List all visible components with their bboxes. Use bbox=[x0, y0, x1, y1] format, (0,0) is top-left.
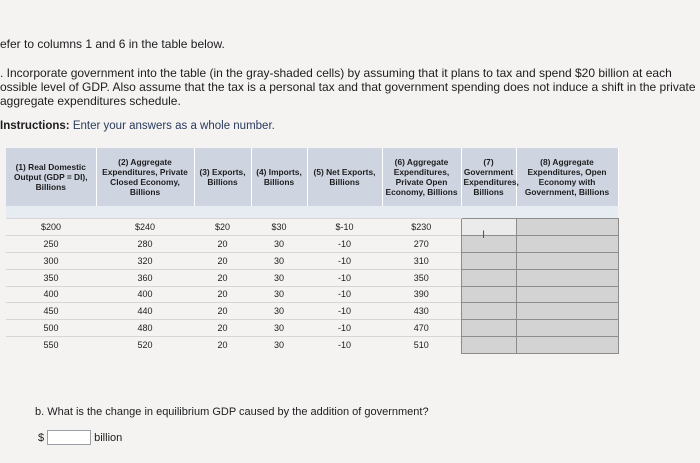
cell-exports: 20 bbox=[194, 337, 251, 354]
cell-exports: 20 bbox=[194, 286, 251, 303]
cell-exports: 20 bbox=[194, 236, 251, 253]
cell-ae-private-open: 310 bbox=[382, 252, 461, 269]
cell-real-output: 250 bbox=[6, 236, 96, 253]
cell-government-expenditures bbox=[461, 252, 516, 269]
col-header-ae-with-government: (8) Aggregate Expenditures, Open Economy with Government, Billions bbox=[516, 148, 618, 206]
col-header-real-output: (1) Real Domestic Output (GDP = DI), Billions bbox=[6, 148, 96, 206]
government-expenditures-input[interactable] bbox=[462, 337, 516, 353]
ae-with-government-input[interactable] bbox=[517, 337, 618, 353]
cell-real-output: 550 bbox=[6, 337, 96, 354]
cell-ae-private-closed: 520 bbox=[96, 337, 194, 354]
cell-ae-with-government bbox=[516, 286, 618, 303]
table-spacer-row bbox=[6, 206, 618, 219]
cell-ae-private-open: 390 bbox=[382, 286, 461, 303]
cell-ae-private-open: 350 bbox=[382, 269, 461, 286]
part-b-answer bbox=[38, 430, 122, 445]
cell-ae-private-closed: 400 bbox=[96, 286, 194, 303]
cell-exports: $20 bbox=[194, 219, 251, 236]
cell-ae-private-open: 270 bbox=[382, 236, 461, 253]
cell-government-expenditures bbox=[461, 269, 516, 286]
table-row bbox=[6, 219, 618, 236]
cell-imports: 30 bbox=[251, 252, 307, 269]
table-row bbox=[6, 286, 618, 303]
ae-with-government-input[interactable] bbox=[517, 253, 618, 269]
table-row bbox=[6, 236, 618, 253]
instructions-label: Instructions: bbox=[0, 120, 70, 132]
cell-ae-private-closed: $240 bbox=[96, 219, 194, 236]
government-expenditures-input[interactable] bbox=[462, 270, 516, 286]
col-header-net-exports: (5) Net Exports, Billions bbox=[307, 148, 382, 206]
cell-ae-with-government bbox=[516, 337, 618, 354]
cell-ae-private-open: 470 bbox=[382, 320, 461, 337]
cell-ae-private-open: $230 bbox=[382, 219, 461, 236]
aggregate-expenditures-table bbox=[6, 148, 619, 354]
cell-ae-with-government bbox=[516, 320, 618, 337]
cell-imports: 30 bbox=[251, 286, 307, 303]
cell-net-exports: -10 bbox=[307, 252, 382, 269]
cell-exports: 20 bbox=[194, 303, 251, 320]
cell-exports: 20 bbox=[194, 252, 251, 269]
ae-with-government-input[interactable] bbox=[517, 320, 618, 336]
instructions bbox=[0, 120, 275, 132]
government-expenditures-input[interactable] bbox=[462, 253, 516, 269]
cell-net-exports: -10 bbox=[307, 337, 382, 354]
part-b-question: b. What is the change in equilibrium GDP caused by the addition of government? bbox=[35, 406, 429, 418]
cell-ae-private-closed: 320 bbox=[96, 252, 194, 269]
cell-net-exports: -10 bbox=[307, 269, 382, 286]
government-expenditures-input[interactable] bbox=[462, 303, 516, 319]
table-row bbox=[6, 252, 618, 269]
part-a-line-3: aggregate expenditures schedule. bbox=[0, 94, 181, 108]
cell-net-exports: -10 bbox=[307, 236, 382, 253]
ae-with-government-input[interactable] bbox=[517, 219, 618, 235]
unit-label: billion bbox=[94, 431, 123, 444]
table-row bbox=[6, 303, 618, 320]
government-expenditures-input[interactable] bbox=[462, 320, 516, 336]
part-a-line-2: ossible level of GDP. Also assume that the tax is a personal tax and that government spending does not induce a shift in the private bbox=[0, 80, 696, 94]
cell-real-output: 300 bbox=[6, 252, 96, 269]
cell-imports: $30 bbox=[251, 219, 307, 236]
cell-ae-with-government bbox=[516, 219, 618, 236]
cell-government-expenditures bbox=[461, 286, 516, 303]
cell-imports: 30 bbox=[251, 320, 307, 337]
table-row bbox=[6, 269, 618, 286]
cell-imports: 30 bbox=[251, 269, 307, 286]
table-row bbox=[6, 337, 618, 354]
cell-ae-with-government bbox=[516, 236, 618, 253]
col-header-ae-private-open: (6) Aggregate Expenditures, Private Open Economy, Billions bbox=[382, 148, 461, 206]
cell-ae-private-open: 510 bbox=[382, 337, 461, 354]
cell-net-exports: -10 bbox=[307, 286, 382, 303]
ae-with-government-input[interactable] bbox=[517, 287, 618, 303]
cell-government-expenditures bbox=[461, 337, 516, 354]
currency-symbol: $ bbox=[38, 431, 45, 444]
cell-ae-private-closed: 480 bbox=[96, 320, 194, 337]
cell-real-output: 350 bbox=[6, 269, 96, 286]
ae-with-government-input[interactable] bbox=[517, 236, 618, 252]
gdp-change-input[interactable] bbox=[47, 430, 91, 445]
intro-text: efer to columns 1 and 6 in the table below. bbox=[0, 37, 225, 51]
col-header-government-expenditures: (7) Government Expenditures, Billions bbox=[461, 148, 516, 206]
cell-net-exports: -10 bbox=[307, 320, 382, 337]
col-header-imports: (4) Imports, Billions bbox=[251, 148, 307, 206]
cell-net-exports: -10 bbox=[307, 303, 382, 320]
cell-imports: 30 bbox=[251, 303, 307, 320]
cell-imports: 30 bbox=[251, 236, 307, 253]
cell-ae-with-government bbox=[516, 303, 618, 320]
cell-real-output: $200 bbox=[6, 219, 96, 236]
cell-real-output: 500 bbox=[6, 320, 96, 337]
cell-ae-private-closed: 280 bbox=[96, 236, 194, 253]
government-expenditures-input[interactable] bbox=[462, 287, 516, 303]
cell-exports: 20 bbox=[194, 269, 251, 286]
cell-ae-private-closed: 360 bbox=[96, 269, 194, 286]
ae-with-government-input[interactable] bbox=[517, 270, 618, 286]
text-cursor-icon: I bbox=[482, 229, 486, 241]
cell-government-expenditures bbox=[461, 320, 516, 337]
cell-real-output: 400 bbox=[6, 286, 96, 303]
cell-exports: 20 bbox=[194, 320, 251, 337]
cell-imports: 30 bbox=[251, 337, 307, 354]
ae-with-government-input[interactable] bbox=[517, 303, 618, 319]
cell-ae-with-government bbox=[516, 252, 618, 269]
cell-government-expenditures bbox=[461, 303, 516, 320]
instructions-text: Enter your answers as a whole number. bbox=[72, 120, 275, 132]
cell-ae-private-closed: 440 bbox=[96, 303, 194, 320]
cell-ae-private-open: 430 bbox=[382, 303, 461, 320]
cell-real-output: 450 bbox=[6, 303, 96, 320]
cell-net-exports: $-10 bbox=[307, 219, 382, 236]
table-row bbox=[6, 320, 618, 337]
col-header-ae-private-closed: (2) Aggregate Expenditures, Private Closed Economy, Billions bbox=[96, 148, 194, 206]
cell-ae-with-government bbox=[516, 269, 618, 286]
table-header-row bbox=[6, 148, 618, 206]
part-a-line-1: . Incorporate government into the table (in the gray-shaded cells) by assuming that it plans to tax and spend $20 billion at each bbox=[0, 66, 672, 80]
col-header-exports: (3) Exports, Billions bbox=[194, 148, 251, 206]
